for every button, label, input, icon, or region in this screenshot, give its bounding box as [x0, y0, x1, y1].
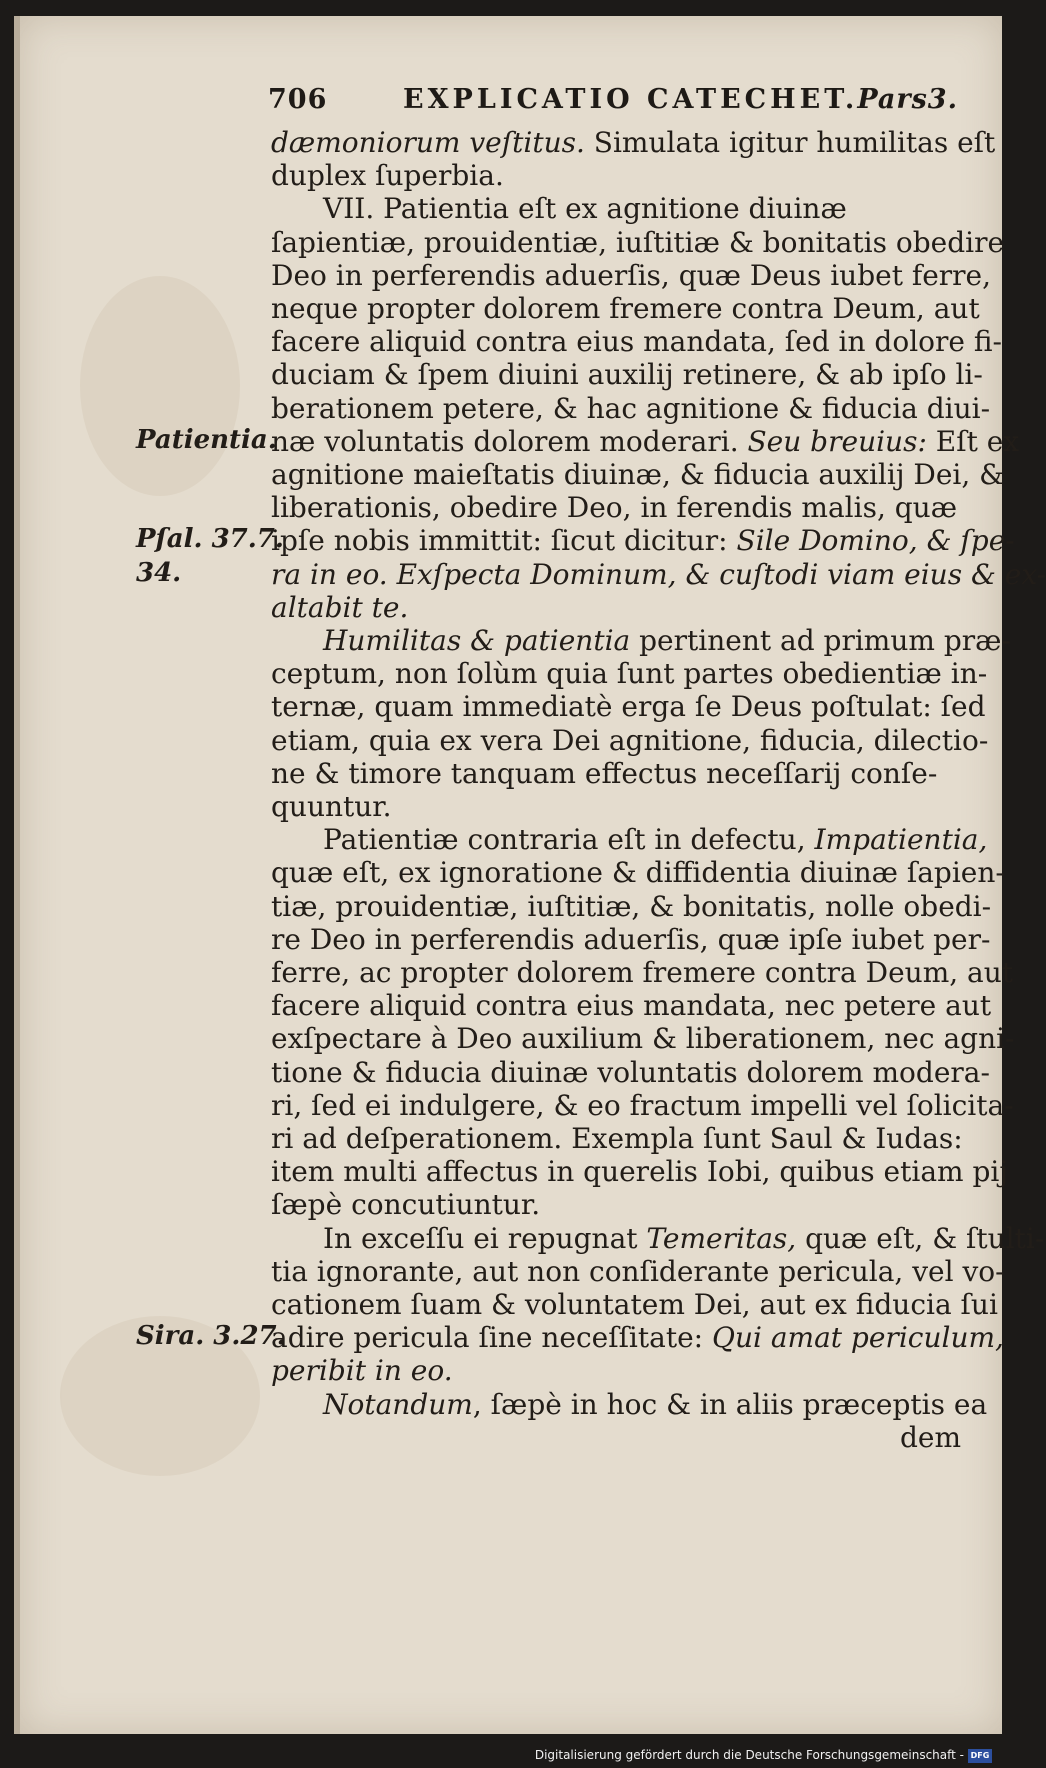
text-segment: ſapientiæ, prouidentiæ, iuſtitiæ & bonitatis obedire: [271, 225, 1005, 259]
text-line: [271, 1088, 1014, 1122]
text-line: [271, 424, 1020, 458]
text-segment: exſpectare à Deo auxilium & liberationem, nec agni-: [271, 1022, 1015, 1056]
text-line: [271, 790, 961, 823]
text-segment: quæ eſt, & ſtulti-: [796, 1221, 1045, 1255]
text-segment: ſæpè concutiuntur.: [271, 1188, 541, 1222]
part-label: Pars3.: [857, 84, 958, 115]
text-line: [271, 458, 1005, 491]
text-line: [271, 657, 988, 691]
text-segment: re Deo in perferendis aduerſis, quæ ipſe iubet per-: [271, 922, 991, 956]
text-segment: Notandum: [323, 1387, 473, 1421]
text-segment: cationem ſuam & voluntatem Dei, aut ex fiducia ſui: [271, 1288, 998, 1321]
text-line: [271, 491, 961, 524]
text-line: [271, 325, 1003, 359]
text-segment: Qui amat periculum,: [712, 1321, 1004, 1355]
text-segment: In exceſſu ei repugnat: [323, 1221, 647, 1255]
text-segment: berationem petere, & hac agnitione & fiducia diui-: [271, 391, 991, 425]
text-line: [271, 1122, 961, 1155]
text-segment: facere aliquid contra eius mandata, ſed in dolore fi-: [271, 325, 1003, 359]
text-line: [271, 524, 1015, 558]
text-segment: ri ad deſperationem. Exempla ſunt Saul & Iudas:: [271, 1122, 963, 1155]
text-segment: tia ignorante, aut non conſiderante pericula, vel vo-: [271, 1254, 1005, 1288]
text-segment: duciam & ſpem diuini auxilij retinere, & ab ipſo li-: [271, 358, 983, 392]
text-segment: item multi affectus in querelis Iobi, quibus etiam pij: [271, 1155, 1009, 1189]
text-line: [323, 1387, 988, 1421]
text-segment: duplex ſuperbia.: [271, 159, 504, 193]
text-line: [323, 1221, 1045, 1255]
text-line: [271, 723, 989, 757]
margin-note: Patientia.: [136, 424, 277, 455]
text-line: [271, 1155, 1009, 1189]
text-segment: neque propter dolorem fremere contra Deum, aut: [271, 292, 980, 325]
text-line: [271, 1188, 961, 1221]
text-line: [271, 258, 992, 292]
text-segment: Temeritas,: [646, 1221, 797, 1255]
text-line: [271, 358, 983, 392]
text-line: [271, 391, 991, 425]
text-line: [271, 922, 991, 956]
text-line: [271, 591, 961, 624]
text-segment: altabit te.: [271, 590, 409, 624]
text-segment: quæ eſt, ex ignoratione & diffidentia diuinæ ſapien-: [271, 856, 1005, 890]
text-line: [323, 823, 988, 857]
dfg-logo: DFG: [968, 1749, 992, 1763]
text-line: [271, 757, 961, 790]
margin-note: 34.: [136, 557, 182, 588]
text-segment: dæmoniorum veſtitus.: [271, 126, 585, 159]
text-segment: Sile Domino, & ſpe-: [736, 524, 1015, 558]
running-header: [268, 84, 958, 124]
margin-note: Sira. 3.27.: [136, 1321, 286, 1352]
text-segment: Eſt ex: [926, 424, 1020, 458]
text-line: [271, 1022, 1015, 1056]
text-segment: Seu breuius:: [747, 424, 927, 458]
text-line: [323, 624, 1011, 657]
digitization-credit: Digitalisierung gefördert durch die Deutsche Forschungsgemeinschaft -: [534, 1748, 964, 1762]
text-segment: Humilitas & patientia: [323, 624, 631, 657]
text-line: [271, 989, 992, 1023]
running-title: EXPLICATIO CATECHET.: [403, 84, 859, 115]
text-segment: ceptum, non ſolùm quia ſunt partes obedientiæ in-: [271, 657, 988, 691]
text-segment: quuntur.: [271, 790, 392, 823]
text-segment: peribit in eo.: [271, 1354, 453, 1388]
text-segment: Patientiæ contraria eſt in defectu,: [323, 823, 815, 857]
text-segment: VII. Patientia eſt ex agnitione diuinæ: [323, 192, 847, 226]
text-line: [271, 1354, 961, 1387]
margin-note: Pſal. 37.7.: [136, 524, 284, 555]
text-segment: tione & fiducia diuinæ voluntatis dolorem modera-: [271, 1055, 990, 1089]
text-line: [271, 956, 1014, 989]
text-line: [271, 856, 1005, 890]
paper-stain: [80, 276, 240, 496]
text-line: [271, 1055, 990, 1089]
text-line: [271, 1254, 1005, 1288]
text-segment: ne & timore tanquam effectus neceſſarij conſe-: [271, 756, 938, 790]
text-segment: ri, ſed ei indulgere, & eo fractum impelli vel ſolicita-: [271, 1088, 1014, 1122]
text-segment: facere aliquid contra eius mandata, nec petere aut: [271, 989, 992, 1023]
text-segment: tiæ, prouidentiæ, iuſtitiæ, & bonitatis, nolle obedi-: [271, 889, 992, 923]
text-segment: Impatientia,: [814, 823, 988, 857]
text-segment: ipſe nobis immittit: ſicut dicitur:: [271, 524, 737, 558]
text-line: [271, 1321, 1004, 1355]
text-segment: Simulata igitur humilitas eſt: [584, 126, 996, 159]
text-line: [271, 126, 996, 159]
text-line: [271, 225, 1005, 259]
text-line: [271, 292, 980, 325]
text-segment: ferre, ac propter dolorem fremere contra Deum, aut: [271, 956, 1014, 989]
page-number: 706: [268, 84, 328, 115]
text-segment: pertinent ad primum præ-: [630, 624, 1011, 657]
text-segment: næ voluntatis dolorem moderari.: [271, 424, 748, 458]
text-segment: Deo in perferendis aduerſis, quæ Deus iubet ferre,: [271, 258, 992, 292]
text-segment: , ſæpè in hoc & in aliis præceptis ea: [472, 1387, 988, 1421]
text-line: [271, 557, 1046, 591]
text-line: [271, 159, 961, 192]
text-segment: agnitione maieſtatis diuinæ, & fiducia auxilij Dei, &: [271, 458, 1005, 491]
text-segment: adire pericula ſine neceſſitate:: [271, 1321, 712, 1355]
text-segment: liberationis, obedire Deo, in ferendis malis, quæ: [271, 491, 958, 525]
text-line: [323, 192, 961, 225]
text-line: [271, 889, 992, 923]
text-line: [271, 1421, 961, 1454]
text-line: [271, 690, 986, 724]
text-segment: ternæ, quam immediatè erga ſe Deus poſtulat: ſed: [271, 690, 986, 724]
text-segment: ra in eo. Exſpecta Dominum, & cuſtodi viam eius & ex-: [271, 557, 1046, 591]
text-segment: etiam, quia ex vera Dei agnitione, fiducia, dilectio-: [271, 723, 989, 757]
text-segment: dem: [899, 1420, 961, 1454]
text-line: [271, 1288, 998, 1321]
